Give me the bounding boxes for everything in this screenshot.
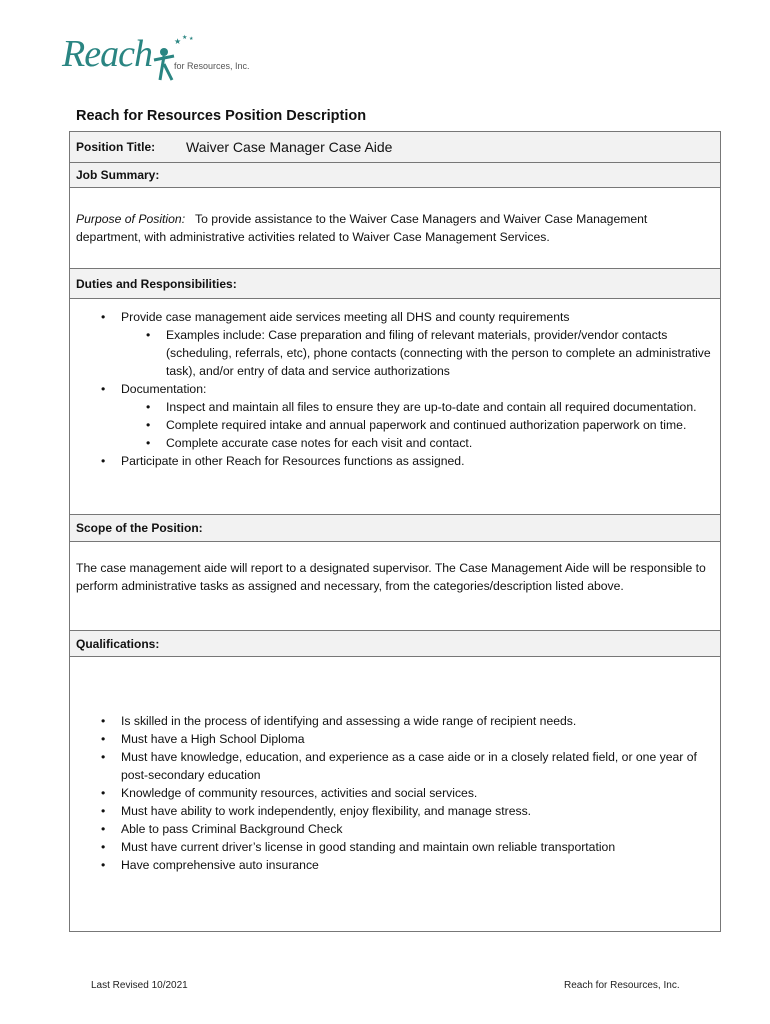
list-item: • Must have a High School Diploma — [121, 730, 714, 748]
list-item: • Complete required intake and annual paperwork and continued authorization paperwork on time. — [166, 416, 714, 434]
svg-text:★: ★ — [182, 35, 188, 41]
company-logo — [62, 30, 272, 90]
duties-header — [70, 269, 720, 299]
scope-label: Scope of the Position: — [76, 521, 203, 535]
job-summary-label: Job Summary: — [76, 168, 160, 182]
list-item: • Examples include: Case preparation and filing of relevant materials, provider/vendor contacts (scheduling, referrals, etc), phone contacts (connecting with the person to complete an administrative task), and/or entry of data and service authorizations — [166, 326, 714, 380]
scope-header — [70, 515, 720, 542]
list-item: • Is skilled in the process of identifying and assessing a wide range of recipient needs. — [121, 712, 714, 730]
logo-subtext: for Resources, Inc. — [174, 61, 250, 71]
list-item: • Inspect and maintain all files to ensure they are up-to-date and contain all required documentation. — [166, 398, 714, 416]
logo-text: Reach — [62, 33, 152, 75]
qualifications-label: Qualifications: — [76, 636, 160, 651]
footer-revised: Last Revised 10/2021 — [91, 980, 188, 991]
list-item: • Able to pass Criminal Background Check — [121, 820, 714, 838]
list-item: • Participate in other Reach for Resources functions as assigned. — [121, 452, 714, 470]
qualifications-cell — [70, 657, 720, 931]
list-item: • Knowledge of community resources, activities and social services. — [121, 784, 714, 802]
purpose-cell — [70, 188, 720, 269]
list-item — [121, 308, 714, 380]
position-title-value: Waiver Case Manager Case Aide — [186, 139, 393, 155]
duty-text: Documentation: — [121, 382, 207, 396]
qualifications-header — [70, 631, 720, 657]
scope-cell — [70, 542, 720, 631]
footer-company: Reach for Resources, Inc. — [564, 980, 680, 991]
list-item: • Complete accurate case notes for each visit and contact. — [166, 434, 714, 452]
list-item — [121, 380, 714, 452]
duty-text: Provide case management aide services meeting all DHS and county requirements — [121, 310, 570, 324]
list-item: • Must have current driver’s license in good standing and maintain own reliable transportation — [121, 838, 714, 856]
svg-text:★: ★ — [189, 36, 194, 42]
purpose-text: To provide assistance to the Waiver Case Managers and Waiver Case Management department, with administrative activities related to Waiver Case Management Services. — [76, 212, 648, 244]
star-figure-icon — [152, 30, 212, 90]
svg-text:★: ★ — [174, 37, 182, 46]
list-item: • Must have ability to work independently, enjoy flexibility, and manage stress. — [121, 802, 714, 820]
position-table — [69, 131, 721, 932]
duties-cell — [70, 299, 720, 515]
job-summary-header — [70, 163, 720, 188]
position-title-label: Position Title: — [76, 140, 156, 154]
duties-label: Duties and Responsibilities: — [76, 276, 237, 291]
position-title-row — [70, 132, 720, 163]
list-item: • Must have knowledge, education, and experience as a case aide or in a closely related field, or one year of post-secondary education — [121, 748, 714, 784]
list-item: • Have comprehensive auto insurance — [121, 856, 714, 874]
document-title: Reach for Resources Position Description — [76, 108, 367, 124]
scope-text: The case management aide will report to a designated supervisor. The Case Management Aide will be responsible to perform administrative tasks as assigned and necessary, from the categories/description listed above. — [76, 561, 706, 593]
purpose-label: Purpose of Position: — [76, 212, 186, 226]
